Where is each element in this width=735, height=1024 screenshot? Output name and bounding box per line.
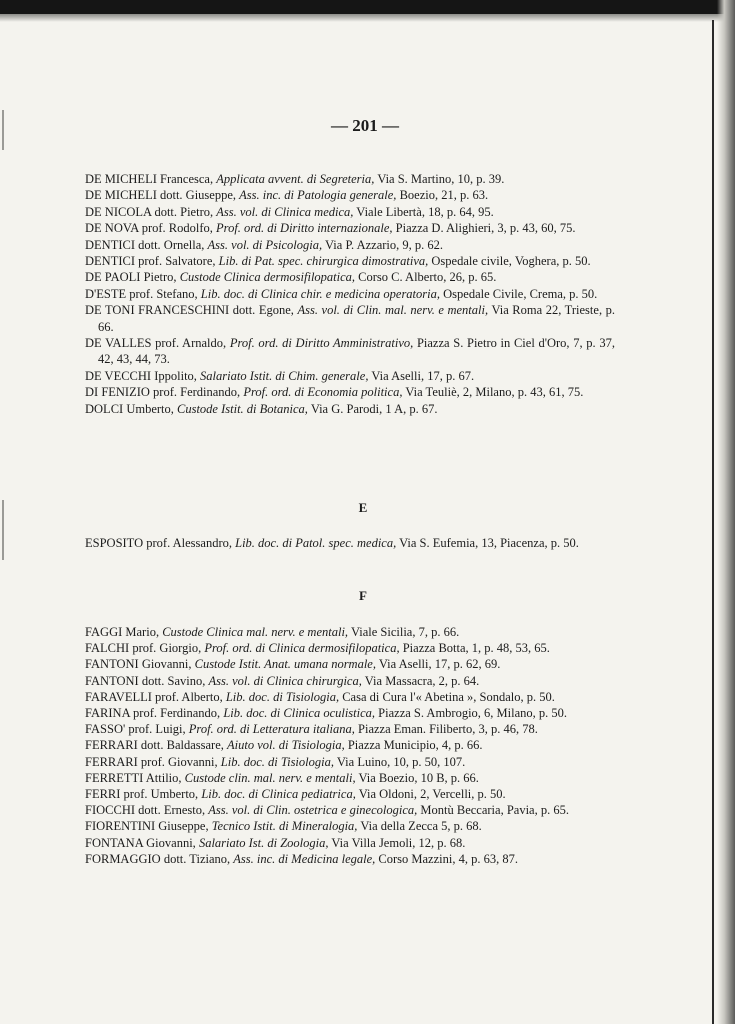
entry-address: Piazza S. Ambrogio, 6, Milano, p. 50. bbox=[378, 706, 568, 721]
entry-role: Custode Istit. Anat. umana normale, bbox=[194, 657, 376, 672]
entry-address: Montù Beccaria, Pavia, p. 65. bbox=[420, 803, 569, 818]
entry-role: Lib. doc. di Tisiologia, bbox=[220, 754, 334, 769]
entry-name: FASSO' prof. Luigi, bbox=[85, 722, 186, 737]
entry-address: Casa di Cura l'« Abetina », Sondalo, p. 50. bbox=[342, 689, 555, 704]
entry-role: Custode Clinica mal. nerv. e mentali, bbox=[162, 625, 349, 639]
directory-entry bbox=[85, 689, 615, 705]
directory-entry bbox=[85, 737, 615, 753]
entry-role: Lib. doc. di Clinica chir. e medicina operatoria, bbox=[200, 286, 440, 301]
entry-name: FONTANA Giovanni, bbox=[85, 835, 196, 850]
entry-name: FARINA prof. Ferdinando, bbox=[85, 706, 221, 721]
directory-entry bbox=[85, 851, 615, 867]
entry-name: DE NICOLA dott. Pietro, bbox=[85, 204, 214, 219]
directory-entry bbox=[85, 802, 615, 818]
entry-address: Via Luino, 10, p. 50, 107. bbox=[336, 754, 466, 769]
entry-role: Lib. doc. di Clinica pediatrica, bbox=[201, 787, 356, 802]
entry-address: Via Aselli, 17, p. 62, 69. bbox=[378, 657, 501, 672]
entry-address: Via Oldoni, 2, Vercelli, p. 50. bbox=[358, 787, 506, 802]
section-f-entries bbox=[85, 624, 615, 867]
entry-address: Via Teuliè, 2, Milano, p. 43, 61, 75. bbox=[405, 385, 584, 400]
entry-role: Tecnico Istit. di Mineralogia, bbox=[211, 819, 358, 834]
entry-role: Salariato Istit. di Chim. generale, bbox=[200, 368, 369, 383]
directory-entry bbox=[85, 835, 615, 851]
directory-entry bbox=[85, 335, 615, 368]
entry-address: Boezio, 21, p. 63. bbox=[399, 188, 489, 203]
entry-address: Via Villa Jemoli, 12, p. 68. bbox=[331, 835, 466, 850]
entry-address: Piazza Eman. Filiberto, 3, p. 46, 78. bbox=[358, 722, 538, 737]
directory-entry bbox=[85, 253, 615, 269]
entry-address: Corso C. Alberto, 26, p. 65. bbox=[358, 270, 497, 285]
entry-address: Piazza S. Pietro in Ciel d'Oro, 7, p. 37, 42, 43, 44, 73. bbox=[98, 336, 615, 367]
directory-entry bbox=[85, 673, 615, 689]
entry-name: DENTICI prof. Salvatore, bbox=[85, 254, 216, 269]
directory-entry bbox=[85, 656, 615, 672]
entry-name: FERRARI prof. Giovanni, bbox=[85, 754, 218, 769]
scan-top-border bbox=[0, 0, 735, 14]
section-letter-e: E bbox=[358, 500, 368, 515]
page-number: — 201 — bbox=[331, 116, 399, 135]
scan-top-shadow bbox=[0, 14, 735, 22]
scan-left-mark bbox=[2, 110, 4, 150]
entry-role: Salariato Ist. di Zoologia, bbox=[198, 835, 329, 850]
entry-name: FANTONI Giovanni, bbox=[85, 657, 192, 672]
entry-name: ESPOSITO prof. Alessandro, bbox=[85, 536, 232, 550]
directory-entry bbox=[85, 237, 615, 253]
entry-role: Lib. doc. di Patol. spec. medica, bbox=[235, 536, 397, 550]
entry-address: Viale Sicilia, 7, p. 66. bbox=[350, 625, 460, 639]
entry-name: DE NOVA prof. Rodolfo, bbox=[85, 221, 213, 236]
entry-address: Ospedale civile, Voghera, p. 50. bbox=[431, 254, 591, 269]
directory-entry bbox=[85, 770, 615, 786]
directory-entry bbox=[85, 384, 615, 400]
directory-entry bbox=[85, 535, 615, 551]
section-letter-f: F bbox=[359, 588, 367, 603]
entry-address: Ospedale Civile, Crema, p. 50. bbox=[443, 286, 598, 301]
entry-name: D'ESTE prof. Stefano, bbox=[85, 286, 198, 301]
entry-role: Ass. inc. di Patologia generale, bbox=[239, 188, 397, 203]
entry-address: Piazza Municipio, 4, p. 66. bbox=[347, 738, 483, 753]
entry-name: FARAVELLI prof. Alberto, bbox=[85, 689, 223, 704]
directory-entry bbox=[85, 286, 615, 302]
entry-role: Custode Istit. di Botanica, bbox=[177, 401, 308, 416]
directory-entry bbox=[85, 220, 615, 236]
entry-name: DE VECCHI Ippolito, bbox=[85, 368, 197, 383]
entry-role: Prof. ord. di Diritto internazionale, bbox=[216, 221, 393, 236]
entry-address: Via Massacra, 2, p. 64. bbox=[364, 673, 480, 688]
entry-role: Ass. vol. di Clinica medica, bbox=[216, 204, 354, 219]
directory-entry bbox=[85, 624, 615, 640]
scan-left-mark bbox=[2, 500, 4, 560]
entry-name: DE TONI FRANCESCHINI dott. Egone, bbox=[85, 303, 294, 318]
scan-right-edge bbox=[717, 0, 735, 1024]
entry-name: DE MICHELI dott. Giuseppe, bbox=[85, 188, 237, 203]
entry-role: Ass. vol. di Clin. ostetrica e ginecologica, bbox=[208, 803, 418, 818]
entry-name: DENTICI dott. Ornella, bbox=[85, 237, 205, 252]
entry-name: FERRI prof. Umberto, bbox=[85, 787, 199, 802]
entry-role: Prof. ord. di Economia politica, bbox=[243, 385, 403, 400]
entry-name: DE MICHELI Francesca, bbox=[85, 172, 214, 186]
directory-entry bbox=[85, 786, 615, 802]
directory-entry bbox=[85, 705, 615, 721]
entry-name: DE PAOLI Pietro, bbox=[85, 270, 177, 285]
directory-entry bbox=[85, 302, 615, 335]
entry-name: FALCHI prof. Giorgio, bbox=[85, 641, 202, 656]
entry-address: Via P. Azzario, 9, p. 62. bbox=[325, 237, 444, 252]
directory-entry bbox=[85, 640, 615, 656]
entry-address: Via S. Eufemia, 13, Piacenza, p. 50. bbox=[399, 536, 579, 550]
directory-entry bbox=[85, 204, 615, 220]
entry-role: Custode clin. mal. nerv. e mentali, bbox=[184, 770, 356, 785]
entry-role: Lib. di Pat. spec. chirurgica dimostrativa, bbox=[218, 254, 429, 269]
entry-role: Ass. vol. di Clin. mal. nerv. e mentali, bbox=[297, 303, 489, 318]
entry-role: Ass. vol. di Psicologia, bbox=[207, 237, 323, 252]
entry-address: Piazza Botta, 1, p. 48, 53, 65. bbox=[402, 641, 550, 656]
directory-entry bbox=[85, 171, 615, 187]
entry-role: Prof. ord. di Letteratura italiana, bbox=[188, 722, 355, 737]
entry-address: Via Aselli, 17, p. 67. bbox=[371, 368, 475, 383]
entry-role: Ass. vol. di Clinica chirurgica, bbox=[208, 673, 362, 688]
entry-address: Piazza D. Alighieri, 3, p. 43, 60, 75. bbox=[395, 221, 576, 236]
entry-role: Aiuto vol. di Tisiologia, bbox=[227, 738, 345, 753]
entry-address: Corso Mazzini, 4, p. 63, 87. bbox=[378, 851, 518, 866]
directory-entry bbox=[85, 721, 615, 737]
entry-role: Lib. doc. di Clinica oculistica, bbox=[223, 706, 376, 721]
entry-name: FERRARI dott. Baldassare, bbox=[85, 738, 224, 753]
entry-name: FIOCCHI dott. Ernesto, bbox=[85, 803, 206, 818]
directory-entry bbox=[85, 401, 615, 417]
section-d-entries bbox=[85, 171, 615, 417]
directory-entry bbox=[85, 368, 615, 384]
entry-address: Viale Libertà, 18, p. 64, 95. bbox=[356, 204, 494, 219]
entry-address: Via Boezio, 10 B, p. 66. bbox=[358, 770, 479, 785]
section-e-entries bbox=[85, 535, 615, 551]
entry-address: Via G. Parodi, 1 A, p. 67. bbox=[310, 401, 438, 416]
entry-address: Via della Zecca 5, p. 68. bbox=[360, 819, 482, 834]
entry-name: DI FENIZIO prof. Ferdinando, bbox=[85, 385, 241, 400]
entry-role: Prof. ord. di Diritto Amministrativo, bbox=[229, 336, 414, 351]
directory-entry bbox=[85, 818, 615, 834]
directory-entry bbox=[85, 187, 615, 203]
entry-name: FANTONI dott. Savino, bbox=[85, 673, 206, 688]
entry-address: Via S. Martino, 10, p. 39. bbox=[377, 172, 505, 186]
entry-role: Applicata avvent. di Segreteria, bbox=[216, 172, 375, 186]
entry-role: Lib. doc. di Tisiologia, bbox=[225, 689, 340, 704]
scan-binding-line bbox=[712, 20, 714, 1024]
entry-name: DOLCI Umberto, bbox=[85, 401, 174, 416]
entry-role: Ass. inc. di Medicina legale, bbox=[233, 851, 376, 866]
directory-entry bbox=[85, 269, 615, 285]
entry-name: FORMAGGIO dott. Tiziano, bbox=[85, 851, 231, 866]
entry-address: Via Roma 22, Trieste, p. 66. bbox=[98, 303, 616, 334]
entry-name: FERRETTI Attilio, bbox=[85, 770, 182, 785]
entry-role: Prof. ord. di Clinica dermosifilopatica, bbox=[204, 641, 400, 656]
entry-role: Custode Clinica dermosifilopatica, bbox=[179, 270, 356, 285]
directory-entry bbox=[85, 754, 615, 770]
entry-name: FIORENTINI Giuseppe, bbox=[85, 819, 209, 834]
entry-name: DE VALLES prof. Arnaldo, bbox=[85, 336, 227, 351]
entry-name: FAGGI Mario, bbox=[85, 625, 160, 639]
